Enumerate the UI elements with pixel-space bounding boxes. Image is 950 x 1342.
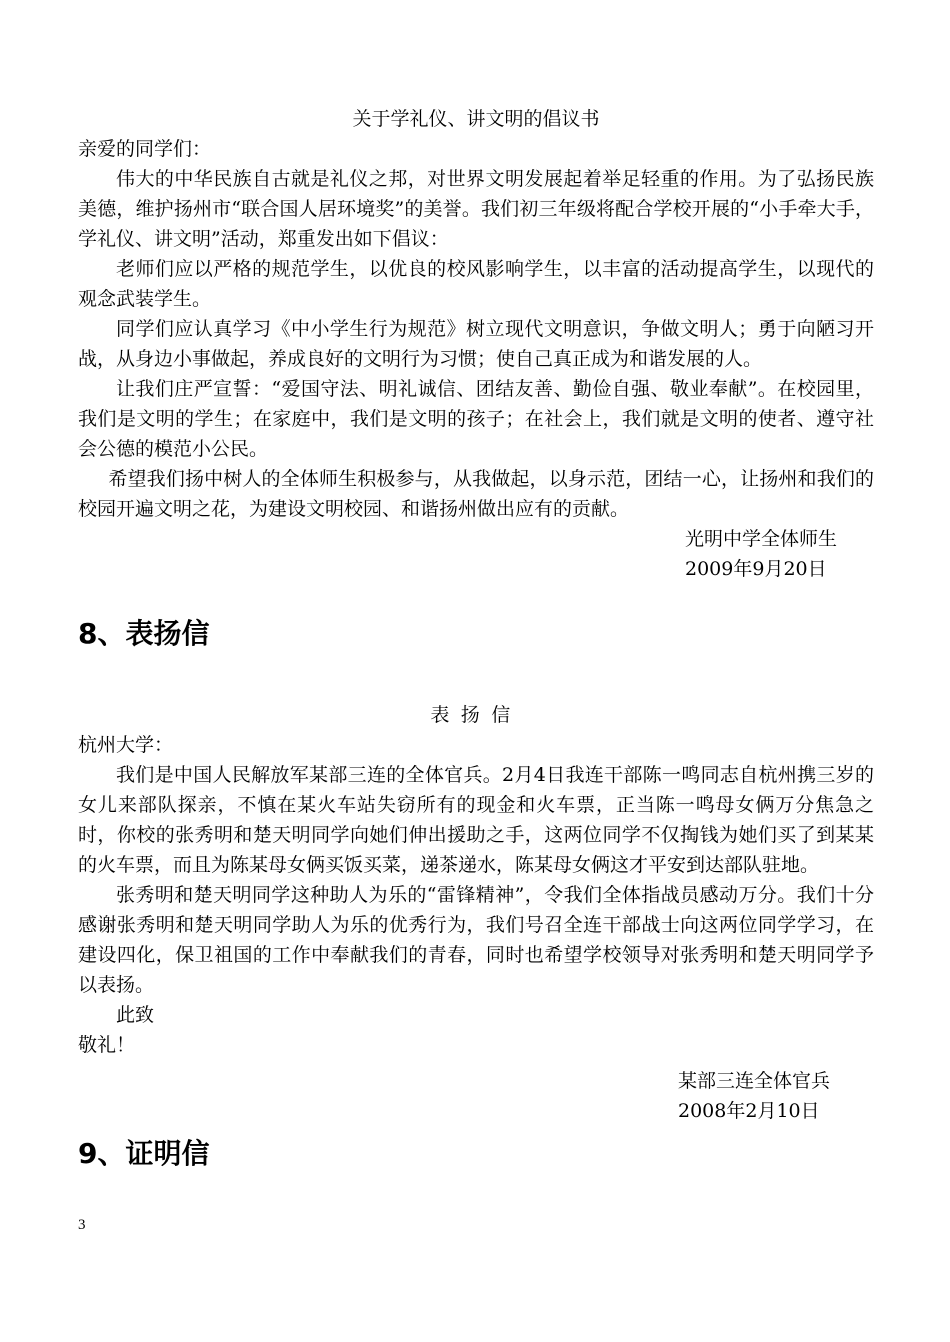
commendation-closing-1: 此致 xyxy=(116,1004,155,1026)
commendation-title: 表扬信 xyxy=(430,704,522,726)
proposal-date: 2009年9月20日 xyxy=(685,558,827,580)
commendation-paragraph-2: 张秀明和楚天明同学这种助人为乐的“雷锋精神”，令我们全体指战员感动万分。我们十分感谢张秀明和楚天明同学助人为乐的优秀行为，我们号召全连干部战士向这两位同学学习，在建设四化，保卫祖国的工作中奉献我们的青春，同时也希望学校领导对张秀明和楚天明同学予以表扬。 xyxy=(78,884,874,996)
section-8-heading: 8、表扬信 xyxy=(78,617,210,650)
commendation-date: 2008年2月10日 xyxy=(678,1100,820,1122)
proposal-signature: 光明中学全体师生 xyxy=(685,528,838,550)
proposal-paragraph-1: 伟大的中华民族自古就是礼仪之邦，对世界文明发展起着举足轻重的作用。为了弘扬民族美德，维护扬州市“联合国人居环境奖”的美誉。我们初三年级将配合学校开展的“小手牵大手，学礼仪、讲文明”活动，郑重发出如下倡议： xyxy=(78,168,874,250)
proposal-paragraph-4: 让我们庄严宣誓：“爱国守法、明礼诚信、团结友善、勤俭自强、敬业奉献”。在校园里，我们是文明的学生；在家庭中，我们是文明的孩子；在社会上，我们就是文明的使者、遵守社会公德的模范小公民。 xyxy=(78,378,874,460)
page-number: 3 xyxy=(78,1217,86,1233)
proposal-salutation: 亲爱的同学们： xyxy=(78,138,212,160)
proposal-paragraph-2: 老师们应以严格的规范学生，以优良的校风影响学生，以丰富的活动提高学生，以现代的观念武装学生。 xyxy=(78,258,874,310)
proposal-paragraph-3: 同学们应认真学习《中小学生行为规范》树立现代文明意识，争做文明人；勇于向陋习开战，从身边小事做起，养成良好的文明行为习惯；使自己真正成为和谐发展的人。 xyxy=(78,318,874,370)
commendation-salutation: 杭州大学： xyxy=(78,734,174,756)
proposal-paragraph-5: 希望我们扬中树人的全体师生积极参与，从我做起，以身示范，团结一心，让扬州和我们的校园开遍文明之花，为建设文明校园、和谐扬州做出应有的贡献。 xyxy=(78,468,874,520)
section-9-heading: 9、证明信 xyxy=(78,1137,210,1170)
commendation-signature: 某部三连全体官兵 xyxy=(678,1070,831,1092)
commendation-paragraph-1: 我们是中国人民解放军某部三连的全体官兵。2月4日我连干部陈一鸣同志自杭州携三岁的女儿来部队探亲，不慎在某火车站失窃所有的现金和火车票，正当陈一鸣母女俩万分焦急之时，你校的张秀明和楚天明同学向她们伸出援助之手，这两位同学不仅掏钱为她们买了到某某的火车票，而且为陈某母女俩买饭买菜，递茶递水，陈某母女俩这才平安到达部队驻地。 xyxy=(78,764,874,876)
commendation-closing-2: 敬礼！ xyxy=(78,1034,136,1056)
proposal-title: 关于学礼仪、讲文明的倡议书 xyxy=(352,108,600,130)
page-content xyxy=(78,104,874,1174)
